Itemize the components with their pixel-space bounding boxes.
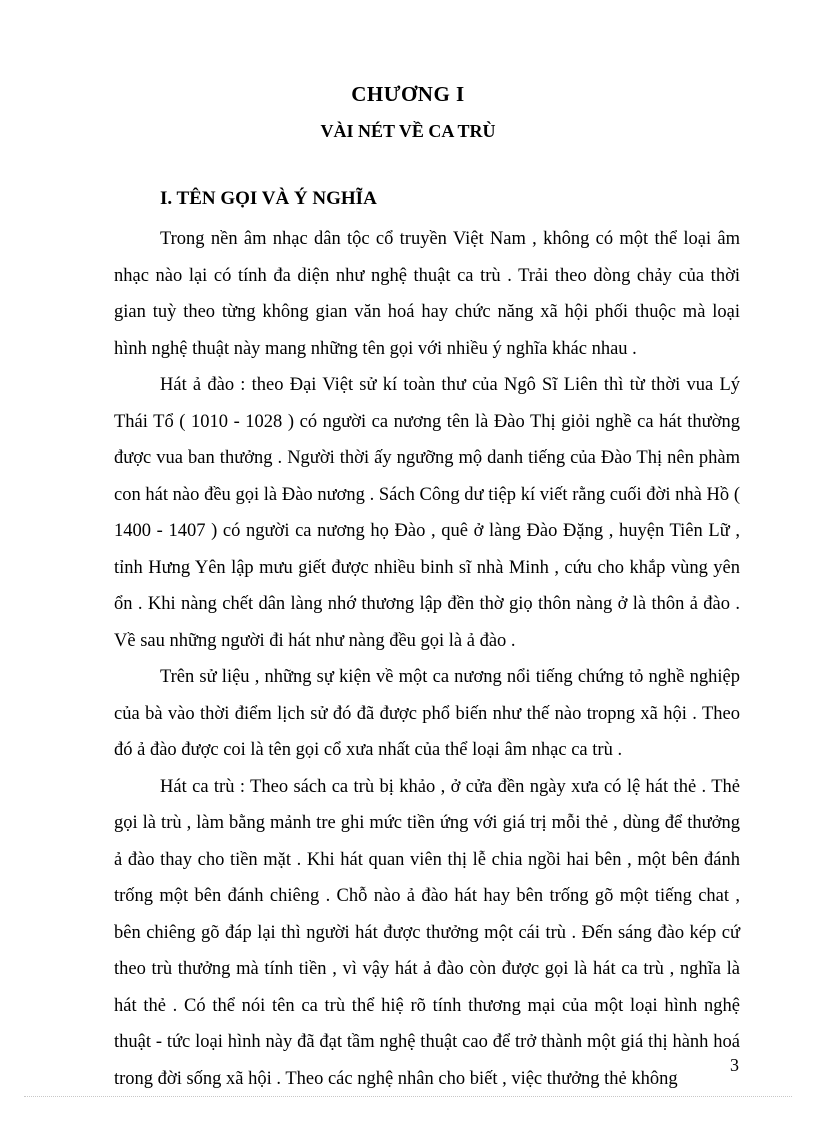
- paragraph: Hát ca trù : Theo sách ca trù bị khảo , ở cửa đền ngày xưa có lệ hát thẻ . Thẻ gọi là trù , làm bằng mảnh tre ghi mức tiền ứng với giá trị mỗi thẻ , dùng để thưởng ả đào thay cho tiền mặt . Khi hát quan viên thị lễ chia ngồi hai bên , một bên đánh trống một bên đánh chiêng . Chỗ nào ả đào hát hay bên trống gõ một tiếng chat , bên chiêng gõ đáp lại thì người hát được thưởng một cái trù . Đến sáng đào kép cứ theo trù thưởng mà tính tiền , vì vậy hát ả đào còn được gọi là hát ca trù , nghĩa là hát thẻ . Có thể nói tên ca trù thể hiệ rõ tính thương mại của một loại hình nghệ thuật - tức loại hình này đã đạt tầm nghệ thuật cao để trở thành một giá thị hành hoá trong đời sống xã hội . Theo các nghệ nhân cho biết , việc thưởng thẻ không: [114, 776, 740, 1089]
- paragraph: Trong nền âm nhạc dân tộc cổ truyền Việt Nam , không có một thể loại âm nhạc nào lại có tính đa diện như nghệ thuật ca trù . Trải theo dòng chảy của thời gian tuỳ theo từng không gian văn hoá hay chức năng xã hội phối thuộc mà loại hình nghệ thuật này mang những tên gọi với nhiều ý nghĩa khác nhau .: [114, 229, 740, 359]
- chapter-title: VÀI NÉT VỀ CA TRÙ: [320, 121, 496, 141]
- chapter-heading: CHƯƠNG I: [351, 82, 465, 106]
- paragraph: Hát ả đào : theo Đại Việt sử kí toàn thư của Ngô Sĩ Liên thì từ thời vua Lý Thái Tổ ( 1010 - 1028 ) có người ca nương tên là Đào Thị giỏi nghề ca hát thường được vua ban thưởng . Người thời ấy ngưỡng mộ danh tiếng của Đào Thị nên phàm con hát nào đều gọi là Đào nương . Sách Công dư tiệp kí viết rằng cuối đời nhà Hồ ( 1400 - 1407 ) có người ca nương họ Đào , quê ở làng Đào Đặng , huyện Tiên Lữ , tỉnh Hưng Yên lập mưu giết được nhiều binh sĩ nhà Minh , cứu cho khắp vùng yên ổn . Khi nàng chết dân làng nhớ thương lập đền thờ giọ thôn nàng ở là thôn ả đào . Về sau những người đi hát như nàng đều gọi là ả đào .: [114, 375, 740, 651]
- page-footer-divider: [24, 1096, 792, 1097]
- page-number: 3: [730, 1055, 739, 1075]
- body-text: [114, 221, 740, 1097]
- paragraph: Trên sử liệu , những sự kiện về một ca nương nổi tiếng chứng tỏ nghề nghiệp của bà vào thời điểm lịch sử đó đã được phổ biến như thế nào tropng xã hội . Theo đó ả đào được coi là tên gọi cổ xưa nhất của thể loại âm nhạc ca trù .: [114, 667, 740, 760]
- section-heading: I. TÊN GỌI VÀ Ý NGHĨA: [160, 188, 377, 209]
